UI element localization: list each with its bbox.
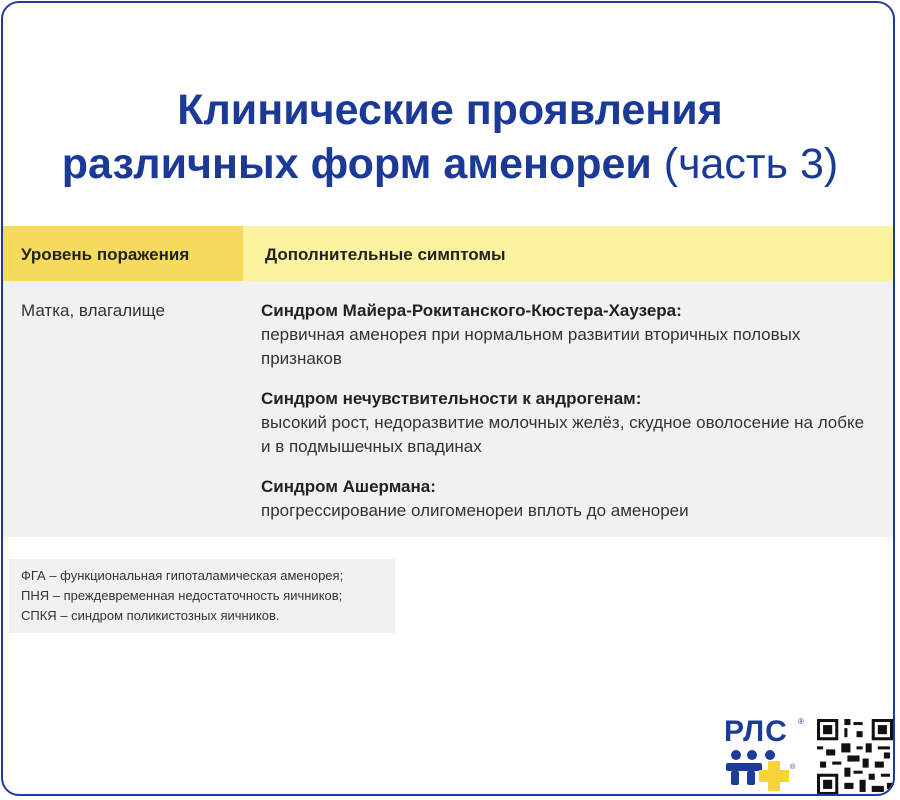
qr-code-icon [817,719,893,795]
rls-logo [724,715,806,795]
syndrome-item [261,475,871,523]
syndrome-name: Синдром нечувствительности к андрогенам: [261,389,642,408]
logo-text: РЛС [724,715,788,748]
syndrome-name: Синдром Ашермана: [261,477,436,496]
abbreviations-note [9,559,395,633]
syndrome-description: прогрессирование олигоменореи вплоть до аменореи [261,501,689,520]
syndrome-description: высокий рост, недоразвитие молочных желёз, скудное оволосение на лобке и в подмышечных впадинах [261,413,865,456]
page-title [3,83,895,191]
header-symptoms-label: Дополнительные симптомы [265,245,506,264]
syndrome-item [261,299,871,371]
syndrome-item [261,387,871,459]
title-bold-part: различных форм аменореи [61,140,652,188]
syndrome-description: первичная аменорея при нормальном развитии вторичных половых признаков [261,325,801,368]
title-line-1: Клинические проявления [177,86,723,134]
registered-mark: ® [798,717,804,726]
abbreviation-line: ПНЯ – преждевременная недостаточность яичников; [21,588,343,603]
title-part-label: (часть 3) [663,140,839,188]
level-value: Матка, влагалище [21,301,165,320]
abbreviation-line: СПКЯ – синдром поликистозных яичников. [21,608,280,623]
header-level-label: Уровень поражения [21,245,190,264]
symptoms-list [261,299,871,539]
title-line-2 [3,137,895,191]
card-frame [1,1,895,796]
registered-mark-small: ® [790,764,796,771]
abbreviation-line: ФГА – функциональная гипоталамическая аменорея; [21,568,344,583]
people-cross-icon [724,749,804,793]
syndrome-name: Синдром Майера-Рокитанского-Кюстера-Хаузера: [261,301,682,320]
